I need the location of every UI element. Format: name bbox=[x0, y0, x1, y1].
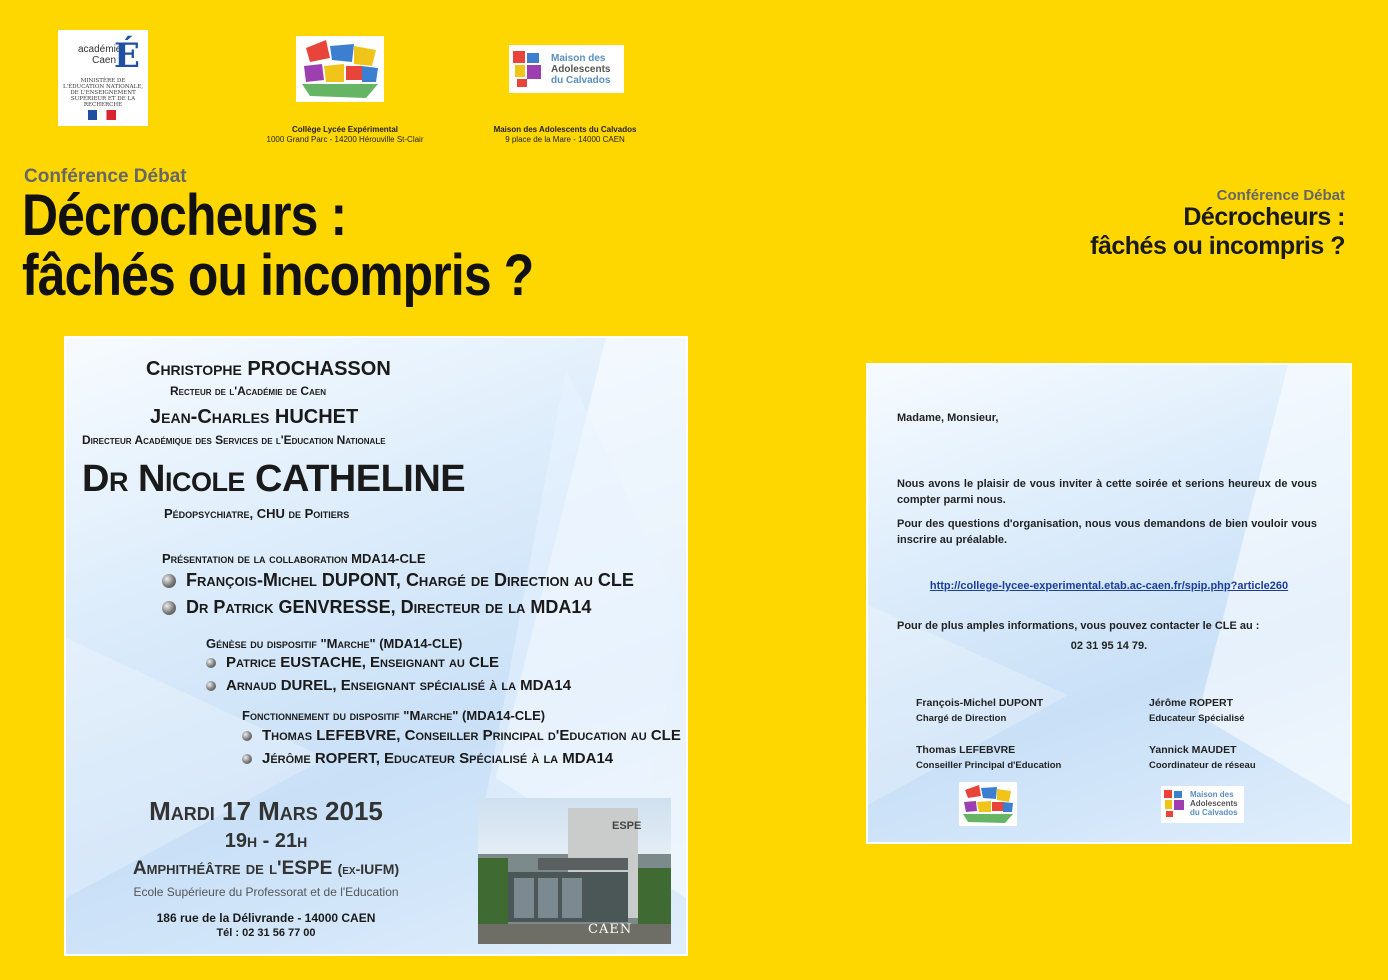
section2-title: Génèse du dispositif "Marche" (MDA14-CLE) bbox=[206, 636, 463, 651]
left-title bbox=[22, 183, 534, 308]
speaker2-name: Jean-Charles HUCHET bbox=[150, 406, 359, 428]
mda-small-line3: du Calvados bbox=[1190, 808, 1238, 817]
section1-item bbox=[162, 597, 591, 618]
cle-logo-small bbox=[959, 782, 1017, 826]
ministry-text: MINISTÈRE DE L'ÉDUCATION NATIONALE, DE L'ENSEIGNEMENT SUPÉRIEUR ET DE LA RECHERCHE bbox=[62, 78, 144, 108]
mda-caption bbox=[470, 125, 660, 145]
right-title-line1: Décrocheurs : bbox=[1183, 203, 1345, 231]
letter-greeting: Madame, Monsieur, bbox=[897, 412, 999, 424]
venue-full-name: Ecole Supérieure du Professorat et de l'Education bbox=[133, 885, 399, 899]
section3-item-text: Jérôme ROPERT, Educateur Spécialisé à la MDA14 bbox=[262, 750, 614, 767]
speaker1-name: Christophe PROCHASSON bbox=[146, 358, 391, 380]
cle-caption bbox=[250, 125, 440, 145]
left-subtitle: Conférence Débat bbox=[24, 166, 187, 187]
speaker2-role: Directeur Académique des Services de l'Education Nationale bbox=[82, 433, 386, 447]
signatory-name: Jérôme ROPERT bbox=[1149, 697, 1234, 709]
cle-caption-address: 1000 Grand Parc - 14200 Hérouville St-Clair bbox=[266, 135, 424, 144]
section2-item bbox=[206, 654, 499, 671]
signatory bbox=[916, 695, 1043, 727]
mda-logo-small bbox=[1161, 786, 1244, 823]
bullet-icon bbox=[162, 574, 176, 588]
academie-caen-logo bbox=[58, 30, 148, 126]
signatory bbox=[1149, 742, 1256, 774]
right-title bbox=[945, 203, 1345, 261]
venue-note: (ex-IUFM) bbox=[337, 861, 400, 877]
invitation-panel bbox=[66, 338, 686, 954]
mda-logo-line2: Adolescents bbox=[551, 64, 611, 75]
section1-title: Présentation de la collaboration MDA14-CLE bbox=[162, 551, 426, 566]
section3-item-text: Thomas LEFEBVRE, Conseiller Principal d'Education au CLE bbox=[262, 727, 681, 744]
signatory-role: Chargé de Direction bbox=[916, 713, 1007, 724]
section3-item bbox=[242, 727, 681, 744]
signatory bbox=[916, 742, 1061, 774]
venue-name: Amphithéâtre de l'ESPE bbox=[132, 858, 333, 879]
event-date: Mardi 17 Mars 2015 bbox=[149, 796, 383, 826]
mda-small-line2: Adolescents bbox=[1190, 799, 1238, 808]
speaker1-role: Recteur de l'Académie de Caen bbox=[170, 384, 326, 398]
cle-phone: 02 31 95 14 79. bbox=[1070, 640, 1148, 652]
left-title-line2: fâchés ou incompris ? bbox=[22, 243, 534, 308]
section1-item-text: Dr Patrick GENVRESSE, Directeur de la MDA14 bbox=[186, 597, 592, 617]
academie-word: académie bbox=[78, 44, 122, 55]
event-venue bbox=[66, 858, 466, 880]
event-phone: Tél : 02 31 56 77 00 bbox=[216, 927, 316, 939]
right-subtitle: Conférence Débat bbox=[1216, 187, 1345, 204]
section1-item bbox=[162, 570, 634, 591]
espe-building-photo bbox=[478, 798, 671, 944]
republique-flag-icon bbox=[88, 110, 116, 120]
signatory-role: Conseiller Principal d'Education bbox=[916, 760, 1062, 771]
section3-title: Fonctionnement du dispositif "Marche" (MDA14-CLE) bbox=[242, 708, 546, 723]
mda-caption-address: 9 place de la Mare - 14000 CAEN bbox=[505, 135, 625, 144]
signatory-role: Coordinateur de réseau bbox=[1149, 760, 1256, 771]
photo-sign: ESPE bbox=[612, 820, 642, 832]
left-title-line1: Décrocheurs : bbox=[22, 183, 347, 248]
event-time: 19h - 21h bbox=[224, 830, 308, 852]
bullet-icon bbox=[206, 681, 216, 691]
speaker3-name: Dr Nicole CATHELINE bbox=[82, 458, 466, 500]
registration-link[interactable]: http://college-lycee-experimental.etab.ac-caen.fr/spip.php?article260 bbox=[929, 580, 1289, 592]
signatory-name: Yannick MAUDET bbox=[1149, 744, 1237, 756]
signatory-name: François-Michel DUPONT bbox=[916, 697, 1044, 709]
signatory bbox=[1149, 695, 1245, 727]
signatory-name: Thomas LEFEBVRE bbox=[916, 744, 1016, 756]
section2-item-text: Patrice EUSTACHE, Enseignant au CLE bbox=[226, 654, 500, 671]
bullet-icon bbox=[242, 731, 252, 741]
signatory-role: Educateur Spécialisé bbox=[1149, 713, 1245, 724]
section2-item bbox=[206, 677, 571, 694]
bullet-icon bbox=[206, 658, 216, 668]
mda-logo bbox=[509, 45, 624, 93]
section1-item-text: François-Michel DUPONT, Chargé de Direction au CLE bbox=[186, 570, 634, 590]
cle-caption-title: Collège Lycée Expérimental bbox=[292, 125, 398, 134]
academie-e-mark: É bbox=[114, 36, 140, 76]
bullet-icon bbox=[242, 754, 252, 764]
academie-city: Caen bbox=[92, 55, 116, 66]
mda-caption-title: Maison des Adolescents du Calvados bbox=[493, 125, 637, 134]
letter-panel bbox=[868, 365, 1350, 842]
section3-item bbox=[242, 750, 613, 767]
event-address: 186 rue de la Délivrande - 14000 CAEN bbox=[156, 911, 376, 925]
mda-logo-line3: du Calvados bbox=[551, 75, 611, 86]
cle-logo bbox=[296, 36, 384, 102]
letter-para2: Pour des questions d'organisation, nous vous demandons de bien vouloir vous inscrire au préalable. bbox=[897, 518, 1317, 546]
letter-para3: Pour de plus amples informations, vous pouvez contacter le CLE au : bbox=[897, 620, 1260, 632]
right-title-line2: fâchés ou incompris ? bbox=[1090, 232, 1345, 260]
photo-caption: CAEN bbox=[588, 922, 633, 937]
mda-small-line1: Maison des bbox=[1190, 790, 1234, 799]
letter-para1: Nous avons le plaisir de vous inviter à cette soirée et serions heureux de vous compter parmi nous. bbox=[897, 478, 1317, 506]
section2-item-text: Arnaud DUREL, Enseignant spécialisé à la MDA14 bbox=[226, 677, 572, 694]
mda-logo-line1: Maison des bbox=[551, 53, 606, 64]
bullet-icon bbox=[162, 601, 176, 615]
speaker3-role: Pédopsychiatre, CHU de Poitiers bbox=[164, 506, 350, 521]
